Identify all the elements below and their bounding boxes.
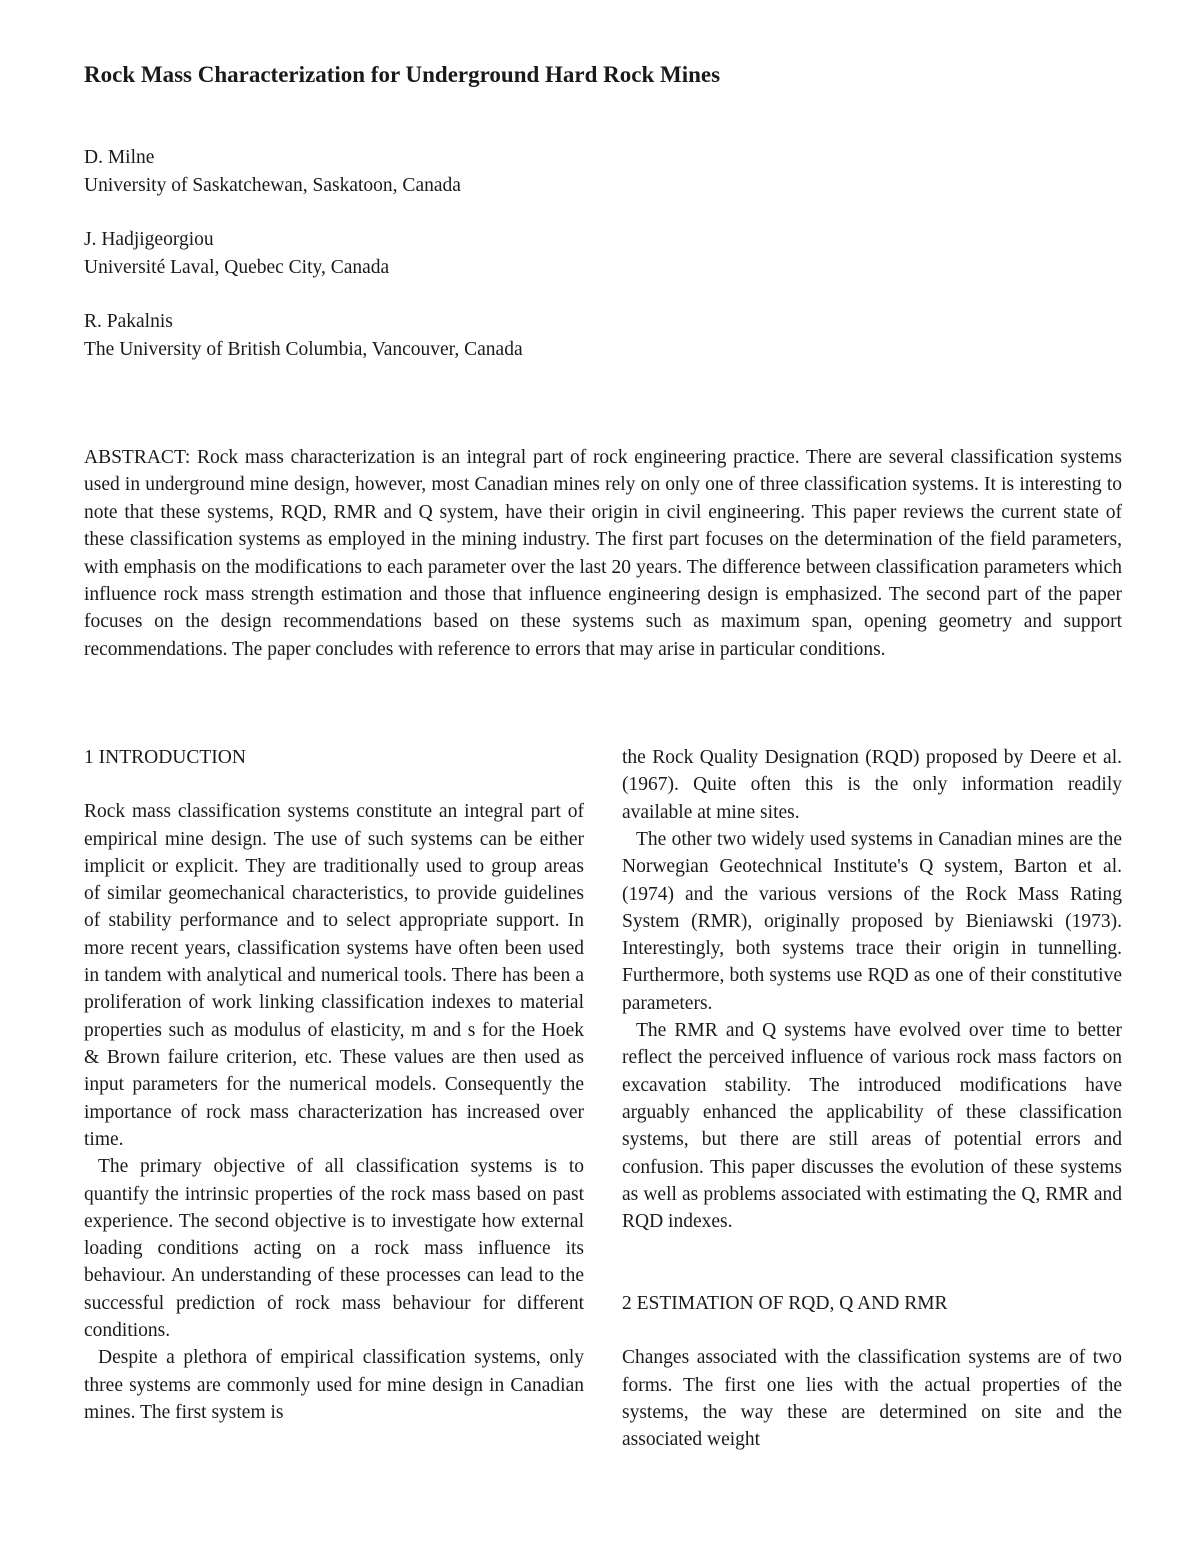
body-paragraph: Despite a plethora of empirical classification systems, only three systems are commonly used for mine design in Canadian mines. The first system is — [84, 1347, 584, 1423]
author-affiliation: The University of British Columbia, Vancouver, Canada — [84, 338, 523, 360]
section-heading-introduction: 1 INTRODUCTION — [84, 747, 246, 768]
author-entry — [84, 308, 984, 363]
body-paragraph: Rock mass classification systems constitute an integral part of empirical mine design. The use of such systems can be either implicit or explicit. They are traditionally used to group areas of similar geomechanical characteristics, to provide guidelines of stability performance and to select appropriate support. In more recent years, classification systems have often been used in tandem with analytical and numerical tools. There has been a proliferation of work linking classification indexes to material properties such as modulus of elasticity, m and s for the Hoek & Brown failure criterion, etc. These values are then used as input parameters for the numerical models. Consequently the importance of rock mass characterization has increased over time. — [84, 801, 584, 1150]
author-entry — [84, 144, 984, 199]
author-name: J. Hadjigeorgiou — [84, 229, 214, 250]
body-paragraph: Changes associated with the classification systems are of two forms. The first one lies with the actual properties of the systems, the way these are determined on site and the associated weight — [622, 1347, 1122, 1451]
body-paragraph: The primary objective of all classification systems is to quantify the intrinsic properties of the rock mass based on past experience. The second objective is to investigate how external loading conditions acting on a rock mass influence its behaviour. An understanding of these processes can lead to the successful prediction of rock mass behaviour for different conditions. — [84, 1156, 584, 1341]
author-affiliation: University of Saskatchewan, Saskatoon, Canada — [84, 174, 461, 196]
section-gap — [622, 1235, 1122, 1290]
author-entry — [84, 226, 984, 281]
left-column — [84, 744, 584, 1426]
section-heading-estimation: 2 ESTIMATION OF RQD, Q AND RMR — [622, 1293, 948, 1315]
author-name: D. Milne — [84, 147, 155, 168]
body-paragraph: The RMR and Q systems have evolved over time to better reflect the perceived influence of various rock mass factors on excavation stability. The introduced modifications have arguably enhanced the applicability of these classification systems, but there are still areas of potential errors and confusion. This paper discusses the evolution of these systems as well as problems associated with estimating the Q, RMR and RQD indexes. — [622, 1020, 1122, 1233]
paper-title: Rock Mass Characterization for Underground Hard Rock Mines — [84, 62, 721, 87]
abstract: ABSTRACT: Rock mass characterization is an integral part of rock engineering practice. There are several classification systems used in underground mine design, however, most Canadian mines rely on only one of three classification systems. It is interesting to note that these systems, RQD, RMR and Q system, have their origin in civil engineering. This paper reviews the current state of these classification systems as employed in the mining industry. The first part focuses on the determination of the field parameters, with emphasis on the modifications to each parameter over the last 20 years. The difference between classification parameters which influence rock mass strength estimation and those that influence engineering design is emphasized. The second part of the paper focuses on the design recommendations based on these systems such as maximum span, opening geometry and support recommendations. The paper concludes with reference to errors that may arise in particular conditions. — [84, 447, 1122, 660]
author-name: R. Pakalnis — [84, 311, 173, 332]
right-column — [622, 744, 1122, 1454]
body-paragraph: the Rock Quality Designation (RQD) proposed by Deere et al. (1967). Quite often this is the only information readily available at mine sites. — [622, 747, 1122, 823]
author-list — [84, 144, 984, 390]
author-affiliation: Université Laval, Quebec City, Canada — [84, 256, 390, 278]
body-paragraph: The other two widely used systems in Canadian mines are the Norwegian Geotechnical Institute's Q system, Barton et al. (1974) and the various versions of the Rock Mass Rating System (RMR), originally proposed by Bieniawski (1973). Interestingly, both systems trace their origin in tunnelling. Furthermore, both systems use RQD as one of their constitutive parameters. — [622, 828, 1122, 1014]
